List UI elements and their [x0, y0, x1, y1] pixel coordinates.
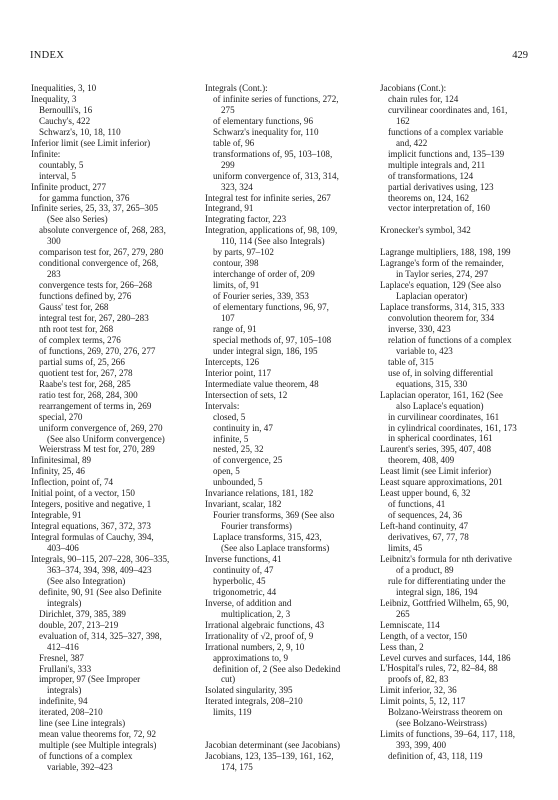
index-entry: of sequences, 24, 36 — [388, 510, 462, 521]
index-entry: Schwarz's inequality for, 110 — [213, 126, 319, 137]
index-entry: continuity of, 47 — [213, 564, 274, 575]
index-entry: in Taylor series, 274, 297 — [396, 269, 489, 280]
index-entry: equations, 315, 330 — [396, 378, 468, 389]
index-entry: in curvilinear coordinates, 161 — [388, 411, 500, 422]
index-entry: Fourier transforms, 369 (See also — [213, 510, 335, 521]
index-entry: Inflection, point of, 74 — [31, 477, 114, 488]
index-entry: Integrand, 91 — [205, 203, 254, 214]
index-entry: Limit inferior, 32, 36 — [380, 685, 457, 696]
index-entry: definition of, 2 (See also Dedekind — [213, 663, 341, 674]
index-entry: Kronecker's symbol, 342 — [380, 225, 471, 236]
index-entry: interval, 5 — [39, 170, 76, 181]
index-entry: Infinitesimal, 89 — [31, 455, 92, 466]
index-entry: Leibnitz's formula for nth derivative — [380, 553, 512, 564]
index-entry: Fresnel, 387 — [39, 652, 84, 663]
index-entry: Fourier transforms) — [221, 521, 292, 532]
index-entry: 283 — [47, 269, 61, 280]
index-entry: (See also Laplace transforms) — [221, 543, 330, 554]
index-entry: Jacobians, 123, 135–139, 161, 162, — [205, 751, 334, 762]
index-entry: integral sign, 186, 194 — [396, 586, 478, 597]
index-entry: chain rules for, 124 — [388, 93, 459, 104]
index-entry: Level curves and surfaces, 144, 186 — [380, 652, 511, 663]
index-entry: of functions of a complex — [39, 751, 133, 762]
index-entry — [380, 214, 545, 225]
index-entry: functions of a complex variable — [388, 126, 504, 137]
index-entry: Dirichlet, 379, 385, 389 — [39, 608, 126, 619]
index-entry: rearrangement of terms in, 269 — [39, 400, 152, 411]
index-entry: cut) — [221, 674, 236, 685]
index-entry: table of, 96 — [213, 137, 255, 148]
index-entry: Integral test for infinite series, 267 — [205, 192, 331, 203]
index-entry: of elementary functions, 96 — [213, 115, 314, 126]
index-entry: Iterated integrals, 208–210 — [205, 696, 303, 707]
index-entry: multiplication, 2, 3 — [221, 608, 291, 619]
index-entry: Integrating factor, 223 — [205, 214, 287, 225]
index-entry: Infinity, 25, 46 — [31, 466, 85, 477]
index-entry: Integers, positive and negative, 1 — [31, 499, 152, 510]
index-entry: nested, 25, 32 — [213, 444, 264, 455]
index-entry: definite, 90, 91 (See also Definite — [39, 586, 162, 597]
index-entry: Irrational algebraic functions, 43 — [205, 619, 325, 630]
index-entry: Intersection of sets, 12 — [205, 389, 288, 400]
index-entry: of transformations, 124 — [388, 170, 474, 181]
index-entry: 323, 324 — [221, 181, 253, 192]
index-entry: Least upper bound, 6, 32 — [380, 488, 471, 499]
index-entry — [380, 236, 545, 247]
index-entry: countably, 5 — [39, 159, 84, 170]
index-entry: Limit points, 5, 12, 117 — [380, 696, 466, 707]
index-entry: integral test for, 267, 280–283 — [39, 313, 149, 324]
index-column-2 — [205, 83, 370, 773]
index-entry: absolute convergence of, 268, 283, — [39, 225, 166, 236]
index-entry: of Fourier series, 339, 353 — [213, 291, 309, 302]
index-entry: Laplacian operator) — [396, 291, 468, 302]
index-entry: integrals) — [47, 597, 82, 608]
index-entry: variable, 392–423 — [47, 762, 113, 773]
index-entry: Laplace's equation, 129 (See also — [380, 280, 502, 291]
page-header — [30, 50, 528, 64]
index-entry: L'Hospital's rules, 72, 82–84, 88 — [380, 663, 498, 674]
index-entry: Integrable, 91 — [31, 510, 82, 521]
index-entry: comparison test for, 267, 279, 280 — [39, 247, 164, 258]
index-entry: multiple integrals and, 211 — [388, 159, 486, 170]
index-entry: 174, 175 — [221, 762, 253, 773]
index-entry: Gauss' test for, 268 — [39, 302, 109, 313]
index-entry: Interior point, 117 — [205, 367, 272, 378]
index-entry — [205, 718, 370, 729]
index-entry: interchange of order of, 209 — [213, 269, 315, 280]
index-entry: in spherical coordinates, 161 — [388, 433, 493, 444]
index-entry: by parts, 97–102 — [213, 247, 274, 258]
index-entry: Laplacian operator, 161, 162 (See — [380, 389, 503, 400]
index-entry: uniform convergence of, 269, 270 — [39, 422, 163, 433]
index-entry: line (see Line integrals) — [39, 718, 126, 729]
index-entry: Invariance relations, 181, 182 — [205, 488, 314, 499]
index-entry: Lagrange's form of the remainder, — [380, 258, 504, 269]
index-entry: 403–406 — [47, 543, 79, 554]
index-entry: evaluation of, 314, 325–327, 398, — [39, 630, 162, 641]
index-entry: Schwarz's, 10, 18, 110 — [39, 126, 121, 137]
index-entry: under integral sign, 186, 195 — [213, 345, 318, 356]
index-entry: 275 — [221, 104, 235, 115]
index-entry: integrals) — [47, 685, 82, 696]
index-entry: Least square approximations, 201 — [380, 477, 503, 488]
running-head-title: INDEX — [30, 50, 65, 61]
index-entry: relation of functions of a complex — [388, 334, 512, 345]
index-entry: Inequalities, 3, 10 — [31, 83, 97, 93]
index-entry: of convergence, 25 — [213, 455, 283, 466]
index-entry: Integrals, 90–115, 207–228, 306–335, — [31, 553, 170, 564]
index-entry: and, 422 — [396, 137, 428, 148]
index-entry: Inverse, of addition and — [205, 597, 292, 608]
index-entry: of functions, 41 — [388, 499, 446, 510]
index-entry: improper, 97 (See Improper — [39, 674, 141, 685]
index-entry: partial derivatives using, 123 — [388, 181, 494, 192]
index-entry: range of, 91 — [213, 323, 257, 334]
index-entry: Least limit (see Limit inferior) — [380, 466, 492, 477]
index-entry — [205, 729, 370, 740]
index-entry: 265 — [396, 608, 410, 619]
index-entry: rule for differentiating under the — [388, 575, 506, 586]
index-entry: limits, 119 — [213, 707, 252, 718]
index-entry: Less than, 2 — [380, 641, 424, 652]
index-entry: Invariant, scalar, 182 — [205, 499, 282, 510]
index-entry: Initial point, of a vector, 150 — [31, 488, 135, 499]
index-entry: Laplace transforms, 314, 315, 333 — [380, 302, 505, 313]
index-entry: limits, of, 91 — [213, 280, 260, 291]
index-entry: Laplace transforms, 315, 423, — [213, 532, 322, 543]
index-entry: infinite, 5 — [213, 433, 249, 444]
index-entry: 299 — [221, 159, 235, 170]
index-entry: 393, 399, 400 — [396, 740, 447, 751]
index-entry: Integral formulas of Cauchy, 394, — [31, 532, 154, 543]
index-entry: special, 270 — [39, 411, 83, 422]
index-entry: closed, 5 — [213, 411, 246, 422]
index-entry: implicit functions and, 135–139 — [388, 148, 505, 159]
index-entry: transformations of, 95, 103–108, — [213, 148, 333, 159]
index-entry: approximations to, 9 — [213, 652, 289, 663]
index-entry: functions defined by, 276 — [39, 291, 132, 302]
index-entry: Bernoulli's, 16 — [39, 104, 93, 115]
index-entry: Left-hand continuity, 47 — [380, 521, 469, 532]
index-entry: Leibniz, Gottfried Wilhelm, 65, 90, — [380, 597, 509, 608]
index-entry: theorem, 408, 409 — [388, 455, 455, 466]
index-entry: (See also Uniform convergence) — [47, 433, 165, 444]
index-entry: Bolzano-Weirstrass theorem on — [388, 707, 503, 718]
index-entry: (See also Series) — [47, 214, 108, 225]
index-entry: unbounded, 5 — [213, 477, 263, 488]
index-entry: Inverse functions, 41 — [205, 553, 282, 564]
index-entry: ratio test for, 268, 284, 300 — [39, 389, 138, 400]
index-entry: Raabe's test for, 268, 285 — [39, 378, 131, 389]
index-entry: 107 — [221, 313, 235, 324]
index-entry: trigonometric, 44 — [213, 586, 277, 597]
index-entry: inverse, 330, 423 — [388, 323, 451, 334]
index-entry: Integration, applications of, 98, 109, — [205, 225, 338, 236]
index-entry: Infinite product, 277 — [31, 181, 107, 192]
index-entry: Laurent's series, 395, 407, 408 — [380, 444, 491, 455]
index-entry: Irrational numbers, 2, 9, 10 — [205, 641, 305, 652]
index-entry: 300 — [47, 236, 61, 247]
index-entry: for gamma function, 376 — [39, 192, 130, 203]
index-entry: Infinite: — [31, 148, 61, 159]
page-number: 429 — [512, 50, 528, 61]
index-entry: in cylindrical coordinates, 161, 173 — [388, 422, 517, 433]
index-entry: 412–416 — [47, 641, 79, 652]
index-entry: partial sums of, 25, 266 — [39, 356, 125, 367]
index-entry: Irrationality of √2, proof of, 9 — [205, 630, 314, 641]
index-entry: of functions, 269, 270, 276, 277 — [39, 345, 156, 356]
index-entry: of infinite series of functions, 272, — [213, 93, 339, 104]
index-entry: continuity in, 47 — [213, 422, 273, 433]
index-entry: Length, of a vector, 150 — [380, 630, 468, 641]
index-entry: curvilinear coordinates and, 161, — [388, 104, 508, 115]
index-entry: use of, in solving differential — [388, 367, 494, 378]
index-entry: Intervals: — [205, 400, 240, 411]
index-entry: special methods of, 97, 105–108 — [213, 334, 332, 345]
index-entry: proofs of, 82, 83 — [388, 674, 449, 685]
index-entry: Frullani's, 333 — [39, 663, 92, 674]
index-entry: hyperbolic, 45 — [213, 575, 266, 586]
index-entry: 363–374, 394, 398, 409–423 — [47, 564, 152, 575]
index-entry: table of, 315 — [388, 356, 434, 367]
index-entry: derivatives, 67, 77, 78 — [388, 532, 469, 543]
index-entry: Jacobians (Cont.): — [380, 83, 447, 93]
index-entry: Weierstrass M test for, 270, 289 — [39, 444, 155, 455]
index-entry: conditional convergence of, 268, — [39, 258, 159, 269]
index-entry: of a product, 89 — [396, 564, 454, 575]
index-entry: indefinite, 94 — [39, 696, 88, 707]
index-column-1 — [31, 83, 196, 773]
index-entry: Jacobian determinant (see Jacobians) — [205, 740, 341, 751]
index-entry: Inequality, 3 — [31, 93, 77, 104]
index-entry: 162 — [396, 115, 410, 126]
index-entry: quotient test for, 267, 278 — [39, 367, 133, 378]
index-entry: Integral equations, 367, 372, 373 — [31, 521, 151, 532]
index-entry: Intercepts, 126 — [205, 356, 260, 367]
index-entry: multiple (see Multiple integrals) — [39, 740, 157, 751]
index-entry: of elementary functions, 96, 97, — [213, 302, 329, 313]
index-entry: convolution theorem for, 334 — [388, 312, 495, 323]
index-entry: vector interpretation of, 160 — [388, 203, 491, 214]
index-entry: convergence tests for, 266–268 — [39, 280, 153, 291]
index-entry: Lemniscate, 114 — [380, 619, 440, 630]
index-entry: variable to, 423 — [396, 345, 453, 356]
index-entry: Integrals (Cont.): — [205, 83, 268, 93]
index-entry: Isolated singularity, 395 — [205, 685, 293, 696]
index-entry: Cauchy's, 422 — [39, 115, 91, 126]
index-entry: iterated, 208–210 — [39, 707, 103, 718]
index-entry: Lagrange multipliers, 188, 198, 199 — [380, 247, 511, 258]
index-column-3 — [380, 83, 545, 762]
index-entry: contour, 398 — [213, 258, 259, 269]
index-entry: mean value theorems for, 72, 92 — [39, 729, 157, 740]
index-entry: definition of, 43, 118, 119 — [388, 751, 483, 762]
index-entry: 110, 114 (See also Integrals) — [221, 236, 325, 247]
index-entry: double, 207, 213–219 — [39, 619, 119, 630]
index-entry: Intermediate value theorem, 48 — [205, 378, 319, 389]
index-entry: Infinite series, 25, 33, 37, 265–305 — [31, 203, 159, 214]
index-entry: theorems on, 124, 162 — [388, 192, 470, 203]
index-entry: (See also Integration) — [47, 575, 126, 586]
index-entry: (see Bolzano-Weirstrass) — [396, 718, 487, 729]
index-entry: uniform convergence of, 313, 314, — [213, 170, 339, 181]
index-entry: limits, 45 — [388, 543, 423, 553]
index-entry: open, 5 — [213, 466, 240, 477]
index-entry: of complex terms, 276 — [39, 334, 121, 345]
index-entry: Inferior limit (see Limit inferior) — [31, 137, 151, 148]
index-entry: Limits of functions, 39–64, 117, 118, — [380, 729, 515, 740]
index-entry: nth root test for, 268 — [39, 323, 114, 334]
index-entry: also Laplace's equation) — [396, 400, 484, 411]
